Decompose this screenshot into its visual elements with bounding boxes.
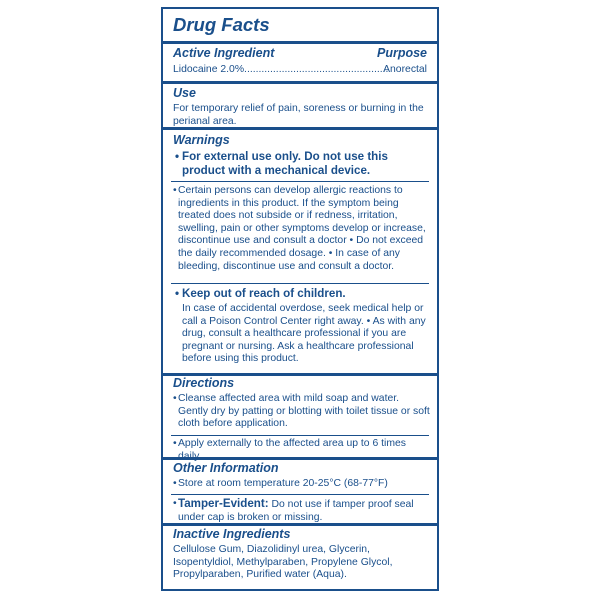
inactive-ingredients-text: Cellulose Gum, Diazolidinyl urea, Glycerin, Isopentyldiol, Methylparaben, Propylene Glycol, Propylparaben, Purified water (Aqua). — [173, 544, 393, 581]
warnings-heading: Warnings — [173, 133, 230, 147]
title-divider — [163, 41, 437, 44]
warnings-subdivider-1 — [171, 181, 429, 182]
bullet: • — [173, 478, 177, 489]
use-divider — [163, 127, 437, 130]
bullet: • — [175, 150, 180, 163]
other-subdivider — [171, 494, 429, 495]
directions-heading: Directions — [173, 376, 235, 390]
active-ingredient-row — [173, 64, 427, 75]
other-information-heading: Other Information — [173, 461, 279, 475]
drug-facts-panel — [161, 7, 439, 591]
directions-item-2-text: Apply externally to the affected area up to 6 times — [178, 438, 406, 449]
active-ingredient-value: Lidocaine 2.0%.................................................. — [173, 64, 389, 75]
directions-subdivider — [171, 435, 429, 436]
active-divider — [163, 81, 437, 84]
active-ingredient-heading: Active Ingredient — [173, 46, 275, 60]
tamper-evident-text-block — [173, 498, 431, 524]
bullet: • — [173, 498, 177, 509]
external-use-warning — [175, 150, 431, 177]
bullet: • — [175, 287, 180, 300]
storage-item — [173, 478, 431, 491]
storage-text: Store at room temperature 20-25°C (68-77°F) — [178, 478, 388, 489]
tamper-evident-label: Tamper-Evident: — [178, 497, 269, 510]
bullet: • — [173, 438, 177, 449]
allergy-text: Certain persons can develop allergic reactions to ingredients in this product. If the symptom being treated does not subside or if redness, irritation, swelling, pain or other symptoms develop or increase, discontinue use and consult a doctor • Do not exceed the daily recommended dosage. • In case of any bleeding, discontinue use and consult a doctor. — [178, 185, 426, 272]
overdose-text: In case of accidental overdose, seek medical help or call a Poison Control Center right away. • As with any drug, consult a healthcare professional if you are pregnant or nursing. Ask a healthcare professional before using this product. — [182, 303, 426, 365]
inactive-ingredients-heading: Inactive Ingredients — [173, 527, 291, 541]
tamper-evident-text: Do not use if tamper proof seal under cap is broken or missing. — [178, 499, 414, 523]
warnings-subdivider-2 — [171, 283, 429, 284]
bullet: • — [173, 393, 177, 404]
keep-out-warning — [175, 287, 431, 301]
bullet: • — [173, 185, 177, 196]
external-use-text: For external use only. Do not use this product with a mechanical device. — [182, 150, 388, 177]
use-heading: Use — [173, 86, 196, 100]
directions-divider — [163, 457, 437, 460]
keep-out-text: Keep out of reach of children. — [182, 287, 346, 300]
directions-item-1-text: Cleanse affected area with mild soap and water. Gently dry by patting or blotting with toilet tissue or soft cloth before application. — [178, 393, 430, 430]
other-divider — [163, 523, 437, 526]
tamper-evident-item — [173, 498, 431, 524]
use-text: For temporary relief of pain, soreness or burning in the perianal area. — [173, 103, 424, 127]
drug-facts-title: Drug Facts — [173, 14, 270, 35]
directions-item-1 — [173, 393, 431, 431]
purpose-value: Anorectal — [383, 64, 427, 75]
purpose-heading: Purpose — [376, 46, 427, 60]
allergy-warning — [173, 185, 431, 273]
